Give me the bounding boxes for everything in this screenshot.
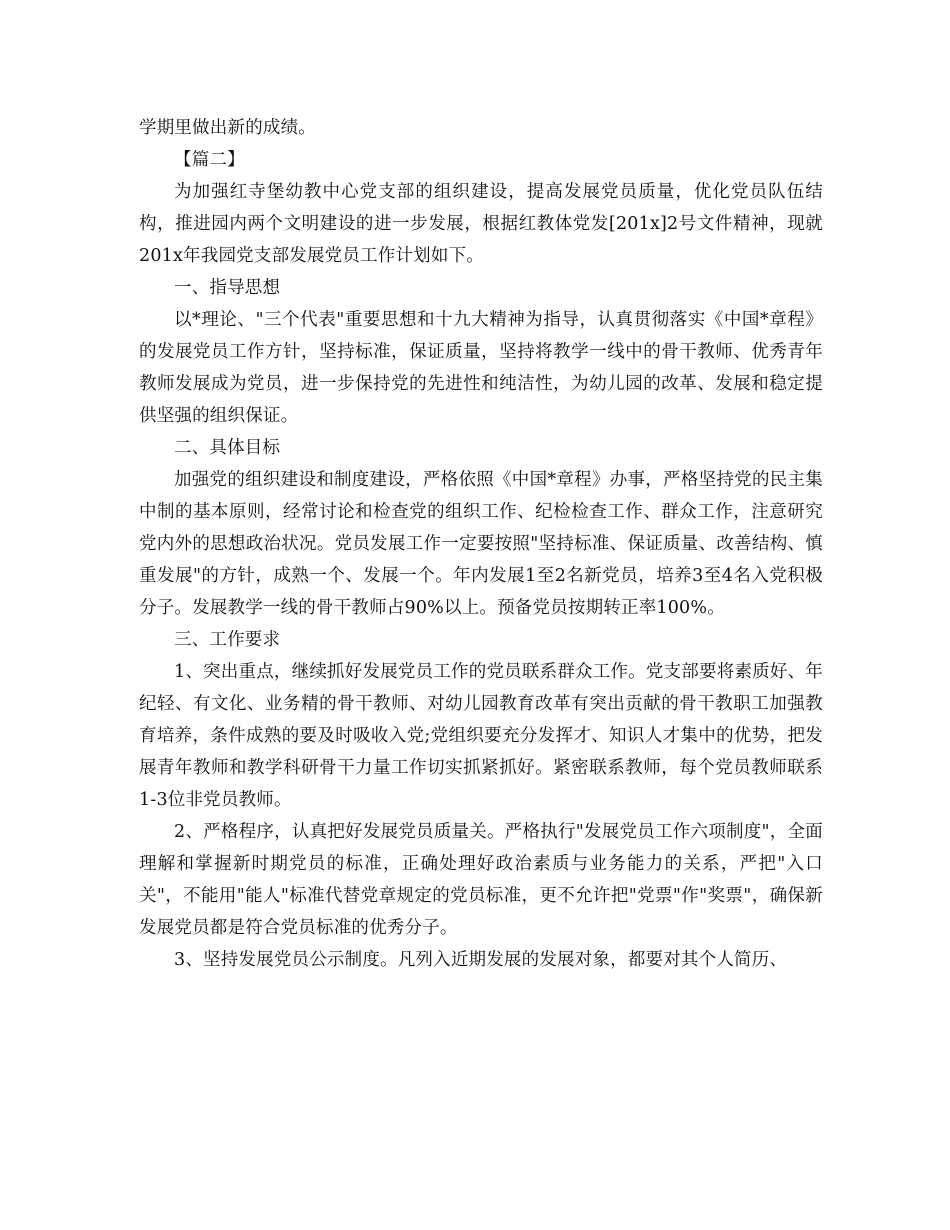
paragraph-specific-goals: 加强党的组织建设和制度建设，严格依照《中国*章程》办事，严格坚持党的民主集中制的基本原则，经常讨论和检查党的组织工作、纪检检查工作、群众工作，注意研究党内外的思想政治状况。党员发展工作一定要按照"坚持标准、保证质量、改善结构、慎重发展"的方针，成熟一个、发展一个。年内发展1至2名新党员，培养3至4名入党积极分子。发展教学一线的骨干教师占90%以上。预备党员按期转正率100%。: [139, 470, 823, 618]
section-heading-part-two: 【篇二】: [174, 150, 245, 170]
paragraph-requirement-3: 3、坚持发展党员公示制度。凡列入近期发展的发展对象，都要对其个人简历、: [174, 950, 788, 970]
paragraph-continuation: 学期里做出新的成绩。: [139, 118, 316, 138]
document-body: [139, 112, 823, 976]
section-heading-specific-goals: 二、具体目标: [174, 438, 281, 458]
paragraph-intro: 为加强红寺堡幼教中心党支部的组织建设，提高发展党员质量，优化党员队伍结构，推进园内两个文明建设的进一步发展，根据红教体党发[201x]2号文件精神，现就201x年我园党支部发展党员工作计划如下。: [139, 182, 823, 266]
section-heading-work-requirements: 三、工作要求: [174, 630, 281, 650]
section-heading-guiding-thought: 一、指导思想: [174, 278, 281, 298]
paragraph-requirement-2: 2、严格程序，认真把好发展党员质量关。严格执行"发展党员工作六项制度"，全面理解和掌握新时期党员的标准，正确处理好政治素质与业务能力的关系，严把"入口关"，不能用"能人"标准代替党章规定的党员标准，更不允许把"党票"作"奖票"，确保新发展党员都是符合党员标准的优秀分子。: [139, 822, 823, 938]
paragraph-requirement-1: 1、突出重点，继续抓好发展党员工作的党员联系群众工作。党支部要将素质好、年纪轻、有文化、业务精的骨干教师、对幼儿园教育改革有突出贡献的骨干教职工加强教育培养，条件成熟的要及时吸收入党;党组织要充分发挥才、知识人才集中的优势，把发展青年教师和教学科研骨干力量工作切实抓紧抓好。紧密联系教师，每个党员教师联系1-3位非党员教师。: [139, 662, 823, 810]
paragraph-guiding-thought: 以*理论、"三个代表"重要思想和十九大精神为指导，认真贯彻落实《中国*章程》的发展党员工作方针，坚持标准，保证质量，坚持将教学一线中的骨干教师、优秀青年教师发展成为党员，进一步保持党的先进性和纯洁性，为幼儿园的改革、发展和稳定提供坚强的组织保证。: [139, 310, 823, 426]
